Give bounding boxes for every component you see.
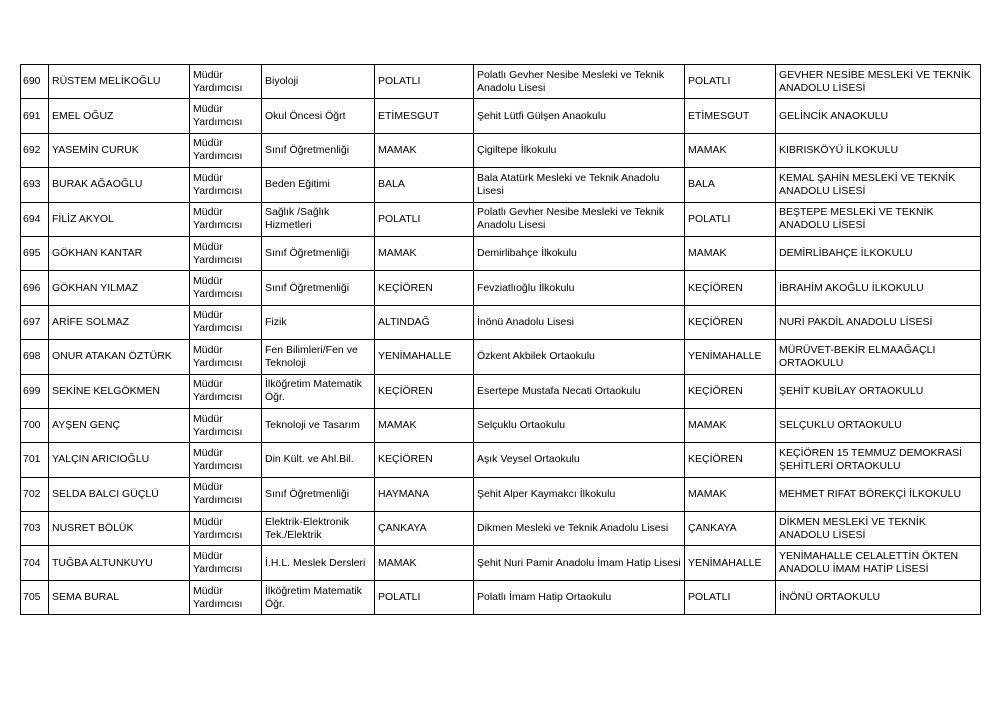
job-title-cell: Müdür Yardımcısı <box>190 477 262 511</box>
branch-cell: Teknoloji ve Tasarım <box>262 408 375 442</box>
current-district-cell: HAYMANA <box>375 477 474 511</box>
row-number-cell: 692 <box>21 133 49 167</box>
table-row <box>21 408 981 442</box>
assigned-school-cell: KEÇİÖREN 15 TEMMUZ DEMOKRASİ ŞEHİTLERİ ORTAOKULU <box>776 443 981 477</box>
assigned-school-cell: DİKMEN MESLEKİ VE TEKNİK ANADOLU LİSESİ <box>776 512 981 546</box>
current-district-cell: KEÇİÖREN <box>375 374 474 408</box>
current-district-cell: ALTINDAĞ <box>375 305 474 339</box>
person-name-cell: SELDA BALCI GÜÇLÜ <box>49 477 190 511</box>
job-title-cell: Müdür Yardımcısı <box>190 65 262 99</box>
person-name-cell: AYŞEN GENÇ <box>49 408 190 442</box>
current-school-cell: Polatlı Gevher Nesibe Mesleki ve Teknik Anadolu Lisesi <box>474 202 685 236</box>
job-title-cell: Müdür Yardımcısı <box>190 340 262 374</box>
assigned-school-cell: MÜRÜVET-BEKİR ELMAAĞAÇLI ORTAOKULU <box>776 340 981 374</box>
table-row <box>21 512 981 546</box>
current-district-cell: MAMAK <box>375 133 474 167</box>
current-district-cell: MAMAK <box>375 236 474 270</box>
current-district-cell: POLATLI <box>375 580 474 614</box>
branch-cell: Din Kült. ve Ahl.Bil. <box>262 443 375 477</box>
person-name-cell: TUĞBA ALTUNKUYU <box>49 546 190 580</box>
person-name-cell: ARİFE SOLMAZ <box>49 305 190 339</box>
current-school-cell: Bala Atatürk Mesleki ve Teknik Anadolu Lisesi <box>474 168 685 202</box>
table-row <box>21 374 981 408</box>
current-district-cell: POLATLI <box>375 202 474 236</box>
job-title-cell: Müdür Yardımcısı <box>190 408 262 442</box>
current-district-cell: POLATLI <box>375 65 474 99</box>
assigned-district-cell: MAMAK <box>685 408 776 442</box>
branch-cell: Fizik <box>262 305 375 339</box>
person-name-cell: YALÇIN ARICIOĞLU <box>49 443 190 477</box>
job-title-cell: Müdür Yardımcısı <box>190 168 262 202</box>
current-school-cell: Dikmen Mesleki ve Teknik Anadolu Lisesi <box>474 512 685 546</box>
job-title-cell: Müdür Yardımcısı <box>190 202 262 236</box>
row-number-cell: 693 <box>21 168 49 202</box>
table-row <box>21 580 981 614</box>
assigned-district-cell: YENİMAHALLE <box>685 340 776 374</box>
branch-cell: Sınıf Öğretmenliği <box>262 133 375 167</box>
assigned-school-cell: MEHMET RIFAT BÖREKÇİ İLKOKULU <box>776 477 981 511</box>
current-school-cell: Demirlibahçe İlkokulu <box>474 236 685 270</box>
assigned-district-cell: BALA <box>685 168 776 202</box>
assigned-district-cell: POLATLI <box>685 65 776 99</box>
current-district-cell: BALA <box>375 168 474 202</box>
person-name-cell: NUSRET BÖLÜK <box>49 512 190 546</box>
person-name-cell: EMEL OĞUZ <box>49 99 190 133</box>
assigned-school-cell: DEMİRLİBAHÇE İLKOKULU <box>776 236 981 270</box>
current-district-cell: ETİMESGUT <box>375 99 474 133</box>
row-number-cell: 705 <box>21 580 49 614</box>
table-row <box>21 202 981 236</box>
assigned-district-cell: POLATLI <box>685 202 776 236</box>
assigned-district-cell: KEÇİÖREN <box>685 305 776 339</box>
person-name-cell: RÜSTEM MELİKOĞLU <box>49 65 190 99</box>
current-district-cell: KEÇİÖREN <box>375 271 474 305</box>
table-row <box>21 305 981 339</box>
person-name-cell: ONUR ATAKAN ÖZTÜRK <box>49 340 190 374</box>
row-number-cell: 698 <box>21 340 49 374</box>
job-title-cell: Müdür Yardımcısı <box>190 443 262 477</box>
assigned-school-cell: GELİNCİK ANAOKULU <box>776 99 981 133</box>
table-row <box>21 236 981 270</box>
job-title-cell: Müdür Yardımcısı <box>190 374 262 408</box>
table-row <box>21 271 981 305</box>
assigned-district-cell: POLATLI <box>685 580 776 614</box>
row-number-cell: 694 <box>21 202 49 236</box>
assigned-school-cell: KEMAL ŞAHİN MESLEKİ VE TEKNİK ANADOLU LİSESİ <box>776 168 981 202</box>
assigned-district-cell: KEÇİÖREN <box>685 443 776 477</box>
table-row <box>21 133 981 167</box>
table-row <box>21 443 981 477</box>
current-school-cell: Şehit Lütfi Gülşen Anaokulu <box>474 99 685 133</box>
branch-cell: İlköğretim Matematik Öğr. <box>262 374 375 408</box>
row-number-cell: 704 <box>21 546 49 580</box>
assigned-district-cell: ETİMESGUT <box>685 99 776 133</box>
person-name-cell: YASEMİN CURUK <box>49 133 190 167</box>
job-title-cell: Müdür Yardımcısı <box>190 512 262 546</box>
person-name-cell: GÖKHAN KANTAR <box>49 236 190 270</box>
current-district-cell: ÇANKAYA <box>375 512 474 546</box>
current-district-cell: MAMAK <box>375 408 474 442</box>
assigned-school-cell: SELÇUKLU ORTAOKULU <box>776 408 981 442</box>
person-name-cell: SEKİNE KELGÖKMEN <box>49 374 190 408</box>
branch-cell: İlköğretim Matematik Öğr. <box>262 580 375 614</box>
job-title-cell: Müdür Yardımcısı <box>190 580 262 614</box>
assignment-table <box>20 64 981 615</box>
row-number-cell: 697 <box>21 305 49 339</box>
current-school-cell: Şehit Alper Kaymakcı İlkokulu <box>474 477 685 511</box>
branch-cell: Sınıf Öğretmenliği <box>262 236 375 270</box>
table-row <box>21 168 981 202</box>
row-number-cell: 700 <box>21 408 49 442</box>
job-title-cell: Müdür Yardımcısı <box>190 271 262 305</box>
person-name-cell: SEMA BURAL <box>49 580 190 614</box>
branch-cell: Sınıf Öğretmenliği <box>262 271 375 305</box>
table-row <box>21 340 981 374</box>
table-row <box>21 477 981 511</box>
row-number-cell: 690 <box>21 65 49 99</box>
branch-cell: Elektrik-Elektronik Tek./Elektrik <box>262 512 375 546</box>
row-number-cell: 695 <box>21 236 49 270</box>
branch-cell: Sınıf Öğretmenliği <box>262 477 375 511</box>
person-name-cell: FİLİZ AKYOL <box>49 202 190 236</box>
job-title-cell: Müdür Yardımcısı <box>190 546 262 580</box>
current-school-cell: Esertepe Mustafa Necati Ortaokulu <box>474 374 685 408</box>
branch-cell: İ.H.L. Meslek Dersleri <box>262 546 375 580</box>
assigned-school-cell: BEŞTEPE MESLEKİ VE TEKNİK ANADOLU LİSESİ <box>776 202 981 236</box>
row-number-cell: 696 <box>21 271 49 305</box>
current-district-cell: YENİMAHALLE <box>375 340 474 374</box>
person-name-cell: BURAK AĞAOĞLU <box>49 168 190 202</box>
row-number-cell: 703 <box>21 512 49 546</box>
table-row <box>21 546 981 580</box>
person-name-cell: GÖKHAN YILMAZ <box>49 271 190 305</box>
current-school-cell: Polatlı Gevher Nesibe Mesleki ve Teknik Anadolu Lisesi <box>474 65 685 99</box>
assigned-district-cell: MAMAK <box>685 477 776 511</box>
assigned-district-cell: KEÇİÖREN <box>685 374 776 408</box>
current-school-cell: Çigiltepe İlkokulu <box>474 133 685 167</box>
branch-cell: Biyoloji <box>262 65 375 99</box>
job-title-cell: Müdür Yardımcısı <box>190 236 262 270</box>
assigned-school-cell: KIBRISKÖYÜ İLKOKULU <box>776 133 981 167</box>
branch-cell: Sağlık /Sağlık Hizmetleri <box>262 202 375 236</box>
current-school-cell: Polatlı İmam Hatip Ortaokulu <box>474 580 685 614</box>
assigned-school-cell: İNÖNÜ ORTAOKULU <box>776 580 981 614</box>
assigned-school-cell: ŞEHİT KUBİLAY ORTAOKULU <box>776 374 981 408</box>
assigned-school-cell: İBRAHİM AKOĞLU İLKOKULU <box>776 271 981 305</box>
branch-cell: Okul Öncesi Öğrt <box>262 99 375 133</box>
branch-cell: Fen Bilimleri/Fen ve Teknoloji <box>262 340 375 374</box>
current-school-cell: Şehit Nuri Pamir Anadolu İmam Hatip Lisesi <box>474 546 685 580</box>
assigned-district-cell: MAMAK <box>685 236 776 270</box>
current-school-cell: Aşık Veysel Ortaokulu <box>474 443 685 477</box>
row-number-cell: 702 <box>21 477 49 511</box>
assigned-school-cell: NURİ PAKDİL ANADOLU LİSESİ <box>776 305 981 339</box>
current-school-cell: Selçuklu Ortaokulu <box>474 408 685 442</box>
assigned-district-cell: MAMAK <box>685 133 776 167</box>
job-title-cell: Müdür Yardımcısı <box>190 133 262 167</box>
assigned-district-cell: YENİMAHALLE <box>685 546 776 580</box>
row-number-cell: 701 <box>21 443 49 477</box>
current-district-cell: KEÇİÖREN <box>375 443 474 477</box>
job-title-cell: Müdür Yardımcısı <box>190 99 262 133</box>
job-title-cell: Müdür Yardımcısı <box>190 305 262 339</box>
table-row <box>21 65 981 99</box>
current-district-cell: MAMAK <box>375 546 474 580</box>
current-school-cell: Fevziatlıoğlu İlkokulu <box>474 271 685 305</box>
assigned-district-cell: KEÇİÖREN <box>685 271 776 305</box>
row-number-cell: 691 <box>21 99 49 133</box>
current-school-cell: Özkent Akbilek Ortaokulu <box>474 340 685 374</box>
current-school-cell: İnönü Anadolu Lisesi <box>474 305 685 339</box>
assigned-district-cell: ÇANKAYA <box>685 512 776 546</box>
row-number-cell: 699 <box>21 374 49 408</box>
table-body <box>21 65 981 615</box>
branch-cell: Beden Eğitimi <box>262 168 375 202</box>
assigned-school-cell: GEVHER NESİBE MESLEKİ VE TEKNİK ANADOLU LİSESİ <box>776 65 981 99</box>
table-row <box>21 99 981 133</box>
assigned-school-cell: YENİMAHALLE CELALETTİN ÖKTEN ANADOLU İMAM HATİP LİSESİ <box>776 546 981 580</box>
